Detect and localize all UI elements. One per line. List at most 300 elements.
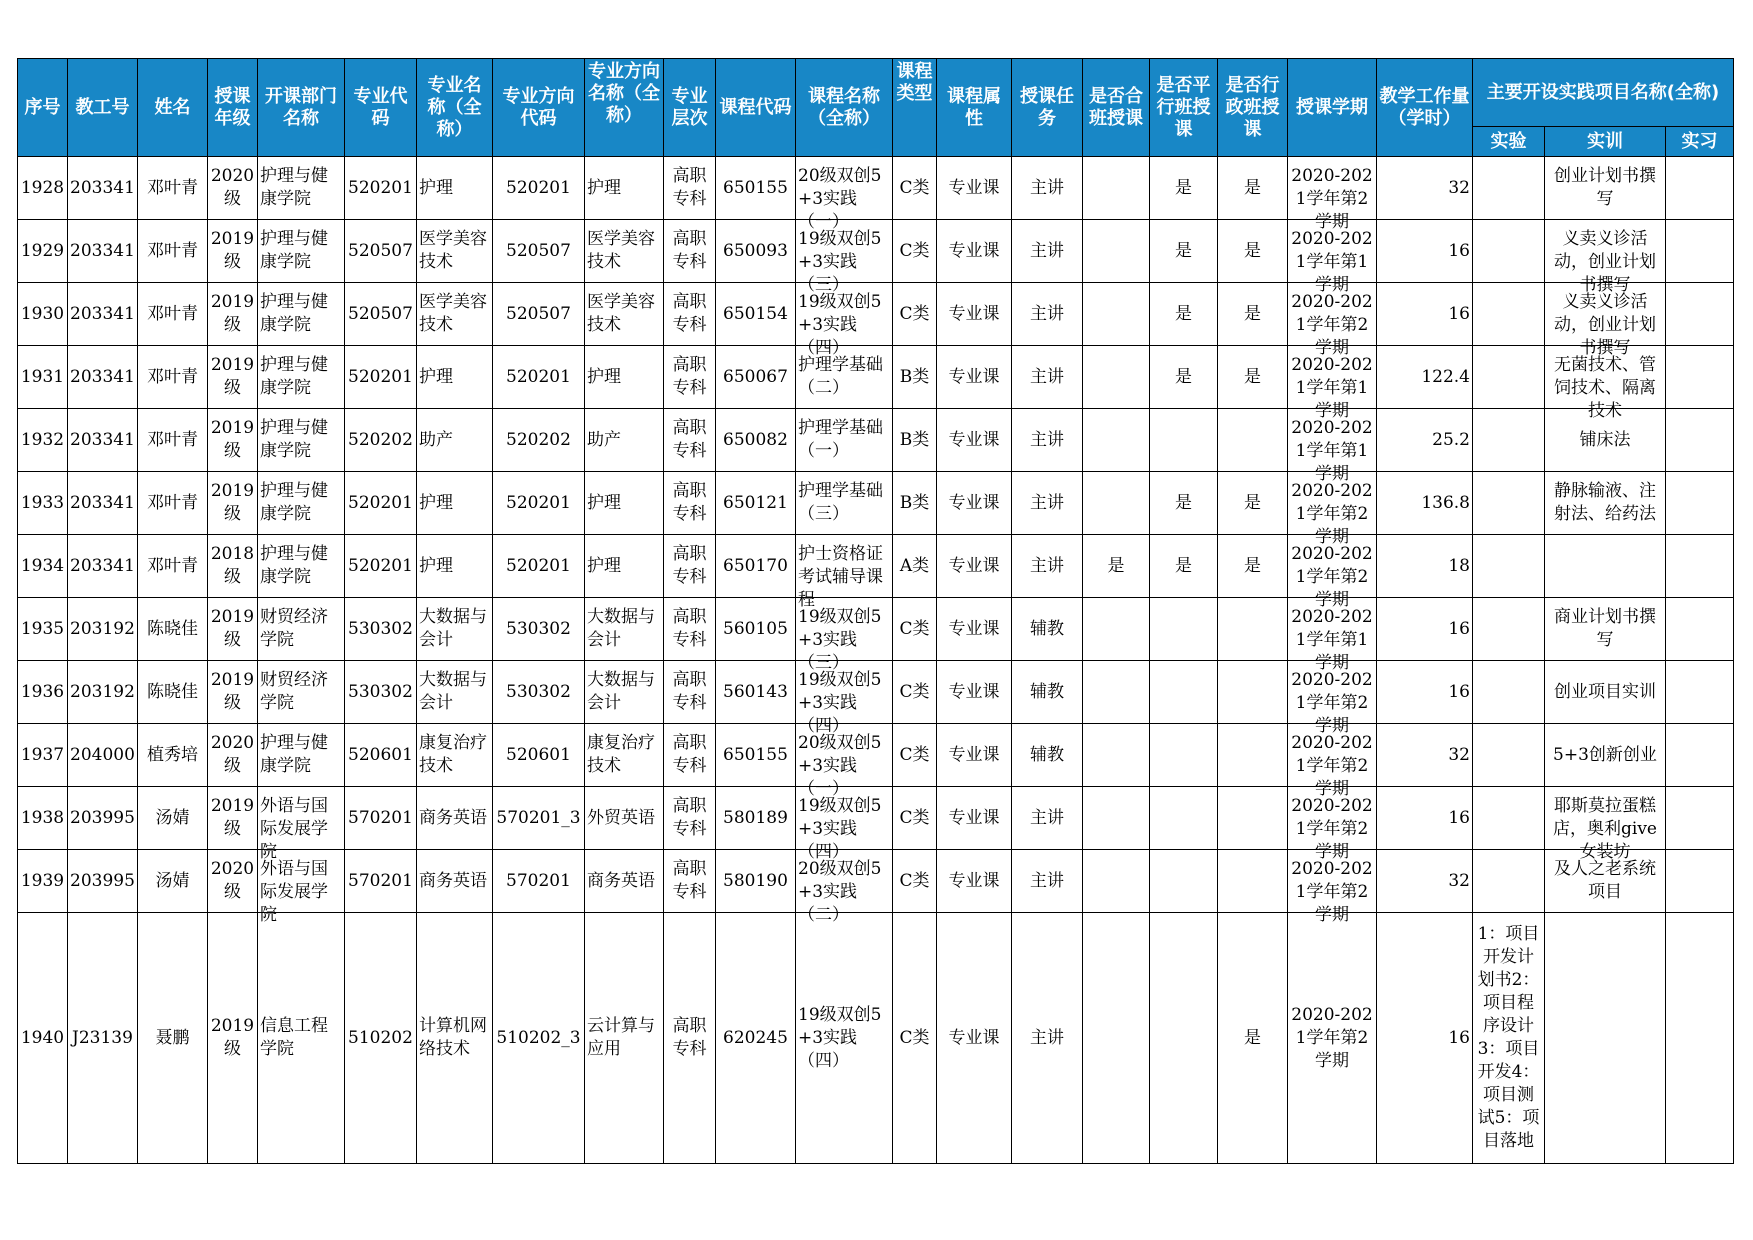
cell-direction-code-text: 520507 xyxy=(506,303,571,324)
cell-task-text: 主讲 xyxy=(1030,303,1064,324)
cell-training xyxy=(1545,535,1666,598)
cell-course-type xyxy=(893,913,937,1164)
cell-admin-class-text: 是 xyxy=(1244,240,1261,261)
cell-dept xyxy=(258,787,345,862)
cell-grade xyxy=(208,850,258,913)
cell-level xyxy=(664,787,716,850)
cell-course-code xyxy=(716,535,796,598)
cell-dept-text: 财贸经济学院 xyxy=(260,670,328,713)
header-direction-code: 专业方向代码 xyxy=(493,59,585,157)
cell-task xyxy=(1012,220,1083,283)
cell-name xyxy=(138,661,208,724)
cell-level-text: 高职专科 xyxy=(672,1016,707,1059)
cell-workload xyxy=(1377,787,1473,850)
cell-direction-name xyxy=(585,535,664,598)
cell-name xyxy=(138,724,208,787)
cell-parallel-class xyxy=(1150,850,1218,913)
cell-semester-text: 2020-2021学年第2学期 xyxy=(1291,481,1373,547)
cell-parallel-class-text: 是 xyxy=(1175,492,1192,513)
cell-major-name-text: 助产 xyxy=(419,429,453,450)
cell-level xyxy=(664,472,716,535)
cell-task-text: 主讲 xyxy=(1030,870,1064,891)
cell-workload xyxy=(1377,409,1473,472)
cell-experiment xyxy=(1473,850,1545,913)
cell-course-attr xyxy=(937,409,1012,472)
cell-major-name-text: 商务英语 xyxy=(419,807,487,828)
cell-major-name xyxy=(417,598,493,661)
cell-experiment xyxy=(1473,283,1545,346)
cell-course-code-text: 650170 xyxy=(723,555,788,576)
cell-workload-text: 16 xyxy=(1448,807,1470,828)
cell-level xyxy=(664,850,716,913)
cell-dept xyxy=(258,661,345,724)
cell-course-code-text: 560105 xyxy=(723,618,788,639)
table-body xyxy=(18,157,1734,1164)
cell-direction-name xyxy=(585,598,664,661)
cell-level xyxy=(664,535,716,598)
cell-course-type-text: C类 xyxy=(899,303,930,324)
cell-seq xyxy=(18,220,68,283)
cell-experiment xyxy=(1473,472,1545,535)
cell-semester-text: 2020-2021学年第1学期 xyxy=(1291,229,1373,295)
cell-course-attr xyxy=(937,787,1012,850)
cell-parallel-class xyxy=(1150,346,1218,409)
cell-major-code xyxy=(345,913,417,1164)
cell-dept-text: 护理与健康学院 xyxy=(260,166,328,209)
cell-merged-class xyxy=(1083,724,1150,787)
cell-course-code-text: 580189 xyxy=(723,807,788,828)
cell-staff-id xyxy=(68,220,138,283)
cell-level xyxy=(664,724,716,787)
cell-direction-name-text: 商务英语 xyxy=(587,870,655,891)
cell-workload xyxy=(1377,661,1473,724)
cell-training xyxy=(1545,598,1666,661)
cell-workload xyxy=(1377,283,1473,346)
cell-major-name xyxy=(417,472,493,535)
cell-level xyxy=(664,346,716,409)
cell-training xyxy=(1545,283,1666,358)
cell-seq xyxy=(18,661,68,724)
cell-major-name xyxy=(417,535,493,598)
cell-merged-class xyxy=(1083,283,1150,346)
cell-semester-text: 2020-2021学年第1学期 xyxy=(1291,607,1373,673)
cell-seq-text: 1933 xyxy=(20,492,65,513)
table-row xyxy=(18,283,1734,346)
cell-semester xyxy=(1288,157,1377,232)
cell-course-type-text: A类 xyxy=(899,555,930,576)
cell-level-text: 高职专科 xyxy=(672,292,707,335)
cell-course-code xyxy=(716,787,796,850)
cell-workload xyxy=(1377,598,1473,661)
cell-course-code-text: 650155 xyxy=(723,744,788,765)
cell-workload-text: 16 xyxy=(1448,618,1470,639)
cell-course-code xyxy=(716,409,796,472)
teaching-workload-table xyxy=(17,58,1734,1164)
cell-dept-text: 信息工程学院 xyxy=(260,1016,328,1059)
header-major-name: 专业名称（全称） xyxy=(417,59,493,157)
cell-staff-id-text: 203341 xyxy=(70,555,135,576)
cell-course-code xyxy=(716,598,796,661)
cell-workload xyxy=(1377,724,1473,787)
cell-name xyxy=(138,346,208,409)
cell-course-name-text: 20级双创5+3实践（一） xyxy=(798,733,882,799)
cell-task xyxy=(1012,724,1083,787)
cell-dept xyxy=(258,598,345,661)
cell-major-code xyxy=(345,535,417,598)
cell-direction-code xyxy=(493,535,585,598)
cell-course-type-text: B类 xyxy=(899,429,930,450)
cell-name-text: 邓叶青 xyxy=(147,555,198,576)
cell-semester-text: 2020-2021学年第1学期 xyxy=(1291,418,1373,484)
cell-level xyxy=(664,409,716,472)
cell-course-name-text: 护士资格证考试辅导课程 xyxy=(798,544,883,610)
cell-direction-code xyxy=(493,220,585,283)
cell-task-text: 主讲 xyxy=(1030,492,1064,513)
cell-task-text: 主讲 xyxy=(1030,177,1064,198)
cell-task xyxy=(1012,661,1083,724)
cell-course-code-text: 650093 xyxy=(723,240,788,261)
cell-staff-id xyxy=(68,724,138,787)
cell-major-code-text: 570201 xyxy=(348,870,413,891)
cell-dept-text: 护理与健康学院 xyxy=(260,733,328,776)
cell-task-text: 主讲 xyxy=(1030,555,1064,576)
cell-parallel-class xyxy=(1150,724,1218,787)
cell-workload-text: 16 xyxy=(1448,681,1470,702)
cell-direction-code xyxy=(493,724,585,787)
table-row xyxy=(18,787,1734,850)
cell-admin-class-text: 是 xyxy=(1244,366,1261,387)
cell-name-text: 邓叶青 xyxy=(147,303,198,324)
cell-course-name xyxy=(796,220,893,295)
cell-parallel-class xyxy=(1150,409,1218,472)
cell-dept-text: 护理与健康学院 xyxy=(260,229,328,272)
cell-workload xyxy=(1377,472,1473,535)
cell-training xyxy=(1545,913,1666,1164)
header-staff-id: 教工号 xyxy=(68,59,138,157)
cell-name xyxy=(138,913,208,1164)
cell-merged-class xyxy=(1083,535,1150,598)
cell-course-code xyxy=(716,850,796,913)
cell-name xyxy=(138,850,208,913)
cell-level-text: 高职专科 xyxy=(672,733,707,776)
cell-major-name xyxy=(417,787,493,850)
cell-direction-code-text: 570201 xyxy=(506,870,571,891)
cell-staff-id-text: 203341 xyxy=(70,366,135,387)
cell-major-name xyxy=(417,220,493,283)
cell-staff-id xyxy=(68,535,138,598)
cell-level-text: 高职专科 xyxy=(672,670,707,713)
table-row xyxy=(18,535,1734,598)
cell-course-name-text: 19级双创5+3实践（三） xyxy=(798,607,882,673)
cell-semester xyxy=(1288,787,1377,862)
cell-major-code xyxy=(345,346,417,409)
cell-parallel-class-text: 是 xyxy=(1175,555,1192,576)
cell-level-text: 高职专科 xyxy=(672,166,707,209)
cell-experiment xyxy=(1473,157,1545,220)
cell-name xyxy=(138,157,208,220)
cell-merged-class xyxy=(1083,472,1150,535)
cell-dept xyxy=(258,220,345,283)
cell-training xyxy=(1545,346,1666,421)
cell-seq-text: 1934 xyxy=(20,555,65,576)
header-task: 授课任务 xyxy=(1012,59,1083,157)
cell-name-text: 邓叶青 xyxy=(147,240,198,261)
cell-staff-id-text: 203995 xyxy=(70,807,135,828)
cell-course-name xyxy=(796,472,893,535)
cell-direction-name xyxy=(585,157,664,220)
cell-course-code-text: 620245 xyxy=(723,1027,788,1048)
cell-staff-id-text: J23139 xyxy=(72,1027,133,1048)
cell-parallel-class xyxy=(1150,472,1218,535)
cell-course-attr-text: 专业课 xyxy=(948,807,1000,828)
header-dept: 开课部门名称 xyxy=(258,59,345,157)
cell-direction-name xyxy=(585,472,664,535)
cell-dept-text: 护理与健康学院 xyxy=(260,355,328,398)
cell-workload-text: 16 xyxy=(1448,240,1470,261)
cell-dept xyxy=(258,346,345,409)
cell-dept-text: 护理与健康学院 xyxy=(260,292,328,335)
cell-semester-text: 2020-2021学年第2学期 xyxy=(1291,733,1373,799)
cell-course-name-text: 19级双创5+3实践（四） xyxy=(798,1004,882,1071)
cell-direction-name-text: 外贸英语 xyxy=(587,807,655,828)
cell-admin-class xyxy=(1218,283,1288,346)
cell-admin-class xyxy=(1218,220,1288,283)
cell-dept xyxy=(258,913,345,1164)
cell-direction-name-text: 助产 xyxy=(587,429,621,450)
cell-major-name xyxy=(417,346,493,409)
cell-course-code xyxy=(716,283,796,346)
cell-major-name-text: 计算机网络技术 xyxy=(419,1016,487,1059)
cell-course-attr-text: 专业课 xyxy=(948,618,1000,639)
cell-grade-text: 2019级 xyxy=(210,670,255,713)
cell-direction-code-text: 530302 xyxy=(506,681,571,702)
cell-semester xyxy=(1288,220,1377,295)
cell-semester-text: 2020-2021学年第2学期 xyxy=(1291,544,1373,610)
cell-major-code xyxy=(345,661,417,724)
cell-parallel-class xyxy=(1150,157,1218,220)
cell-major-code xyxy=(345,724,417,787)
cell-dept xyxy=(258,409,345,472)
cell-training xyxy=(1545,220,1666,295)
cell-major-code xyxy=(345,850,417,913)
cell-experiment xyxy=(1473,220,1545,283)
cell-major-name-text: 医学美容技术 xyxy=(419,292,487,335)
cell-course-code xyxy=(716,724,796,787)
cell-workload-text: 32 xyxy=(1448,744,1470,765)
cell-level xyxy=(664,913,716,1164)
cell-major-code-text: 520201 xyxy=(348,366,413,387)
cell-semester xyxy=(1288,346,1377,421)
cell-merged-class xyxy=(1083,598,1150,661)
cell-direction-name-text: 护理 xyxy=(587,492,621,513)
cell-dept xyxy=(258,535,345,598)
cell-seq xyxy=(18,157,68,220)
cell-parallel-class xyxy=(1150,283,1218,346)
cell-course-type-text: C类 xyxy=(899,177,930,198)
cell-name xyxy=(138,409,208,472)
cell-seq xyxy=(18,535,68,598)
cell-name xyxy=(138,283,208,346)
cell-major-code xyxy=(345,409,417,472)
cell-course-type-text: C类 xyxy=(899,1027,930,1048)
cell-course-code-text: 650067 xyxy=(723,366,788,387)
cell-training xyxy=(1545,787,1666,862)
cell-level-text: 高职专科 xyxy=(672,229,707,272)
cell-grade xyxy=(208,472,258,535)
cell-course-code-text: 650082 xyxy=(723,429,788,450)
cell-dept-text: 外语与国际发展学院 xyxy=(260,859,328,925)
cell-experiment xyxy=(1473,661,1545,724)
cell-direction-name-text: 医学美容技术 xyxy=(587,292,655,335)
cell-major-code xyxy=(345,220,417,283)
cell-parallel-class xyxy=(1150,913,1218,1164)
cell-seq-text: 1929 xyxy=(20,240,65,261)
cell-course-name xyxy=(796,535,893,610)
cell-course-name xyxy=(796,157,893,232)
cell-seq-text: 1939 xyxy=(20,870,65,891)
cell-seq xyxy=(18,787,68,850)
cell-dept-text: 护理与健康学院 xyxy=(260,544,328,587)
cell-course-name-text: 19级双创5+3实践（四） xyxy=(798,292,882,358)
cell-workload-text: 122.4 xyxy=(1421,366,1470,387)
cell-course-type xyxy=(893,220,937,283)
cell-course-type-text: C类 xyxy=(899,240,930,261)
cell-course-code-text: 650121 xyxy=(723,492,788,513)
cell-course-attr xyxy=(937,598,1012,661)
cell-task xyxy=(1012,598,1083,661)
cell-internship xyxy=(1666,220,1734,283)
cell-seq xyxy=(18,472,68,535)
cell-training-text: 耶斯莫拉蛋糕店，奥利give女装坊 xyxy=(1553,796,1657,862)
cell-major-name-text: 康复治疗技术 xyxy=(419,733,487,776)
cell-course-type xyxy=(893,598,937,661)
header-direction-name-text: 专业方向名称（全称） xyxy=(588,61,660,126)
cell-course-attr xyxy=(937,220,1012,283)
cell-major-code-text: 530302 xyxy=(348,681,413,702)
cell-course-attr xyxy=(937,850,1012,913)
header-grade: 授课年级 xyxy=(208,59,258,157)
cell-name xyxy=(138,535,208,598)
cell-major-code-text: 520201 xyxy=(348,555,413,576)
cell-merged-class xyxy=(1083,661,1150,724)
cell-task-text: 主讲 xyxy=(1030,1027,1064,1048)
cell-course-attr-text: 专业课 xyxy=(948,303,1000,324)
cell-admin-class xyxy=(1218,598,1288,661)
cell-course-type-text: C类 xyxy=(899,618,930,639)
cell-seq-text: 1928 xyxy=(20,177,65,198)
cell-internship xyxy=(1666,661,1734,724)
cell-level-text: 高职专科 xyxy=(672,481,707,524)
cell-seq-text: 1932 xyxy=(20,429,65,450)
cell-seq xyxy=(18,913,68,1164)
cell-task-text: 辅教 xyxy=(1030,681,1064,702)
cell-major-code-text: 570201 xyxy=(348,807,413,828)
cell-course-name xyxy=(796,598,893,673)
cell-merged-class xyxy=(1083,850,1150,913)
cell-experiment xyxy=(1473,535,1545,598)
cell-merged-class xyxy=(1083,787,1150,850)
cell-major-code xyxy=(345,787,417,850)
cell-grade-text: 2019级 xyxy=(210,1016,255,1059)
cell-major-code xyxy=(345,598,417,661)
cell-staff-id-text: 204000 xyxy=(70,744,135,765)
cell-direction-name xyxy=(585,220,664,283)
cell-direction-name xyxy=(585,409,664,472)
cell-admin-class-text: 是 xyxy=(1244,177,1261,198)
cell-course-attr xyxy=(937,913,1012,1164)
cell-training-text: 义卖义诊活动，创业计划书撰写 xyxy=(1554,292,1656,358)
cell-seq-text: 1930 xyxy=(20,303,65,324)
cell-parallel-class-text: 是 xyxy=(1175,366,1192,387)
cell-training-text: 静脉输液、注射法、给药法 xyxy=(1554,481,1656,524)
table-row xyxy=(18,661,1734,724)
cell-task xyxy=(1012,472,1083,535)
cell-training-text: 义卖义诊活动，创业计划书撰写 xyxy=(1554,229,1656,295)
cell-training xyxy=(1545,472,1666,535)
cell-internship xyxy=(1666,346,1734,409)
cell-admin-class xyxy=(1218,787,1288,850)
cell-grade-text: 2020级 xyxy=(210,859,255,902)
cell-staff-id-text: 203341 xyxy=(70,177,135,198)
cell-semester-text: 2020-2021学年第1学期 xyxy=(1291,355,1373,421)
cell-dept xyxy=(258,850,345,925)
cell-course-attr xyxy=(937,724,1012,787)
cell-training xyxy=(1545,661,1666,724)
cell-direction-code xyxy=(493,283,585,346)
header-course-name: 课程名称（全称） xyxy=(796,59,893,157)
cell-grade-text: 2018级 xyxy=(210,544,255,587)
table-row xyxy=(18,157,1734,220)
cell-experiment xyxy=(1473,787,1545,850)
cell-admin-class xyxy=(1218,661,1288,724)
cell-workload-text: 25.2 xyxy=(1432,429,1470,450)
cell-name-text: 陈晓佳 xyxy=(147,618,198,639)
cell-major-name-text: 医学美容技术 xyxy=(419,229,487,272)
cell-level-text: 高职专科 xyxy=(672,418,707,461)
cell-admin-class xyxy=(1218,913,1288,1164)
cell-course-code xyxy=(716,346,796,409)
header-admin-class: 是否行政班授课 xyxy=(1218,59,1288,157)
cell-course-attr-text: 专业课 xyxy=(948,177,1000,198)
cell-direction-code-text: 520507 xyxy=(506,240,571,261)
cell-admin-class xyxy=(1218,850,1288,913)
cell-direction-name xyxy=(585,787,664,850)
cell-direction-code xyxy=(493,157,585,220)
cell-internship xyxy=(1666,598,1734,661)
cell-task xyxy=(1012,346,1083,409)
header-name: 姓名 xyxy=(138,59,208,157)
cell-dept xyxy=(258,283,345,346)
cell-seq-text: 1940 xyxy=(20,1027,65,1048)
cell-training xyxy=(1545,157,1666,220)
cell-task xyxy=(1012,850,1083,913)
cell-direction-name xyxy=(585,724,664,787)
cell-task xyxy=(1012,157,1083,220)
cell-staff-id xyxy=(68,913,138,1164)
cell-grade xyxy=(208,787,258,850)
cell-course-attr-text: 专业课 xyxy=(948,492,1000,513)
cell-course-attr-text: 专业课 xyxy=(948,366,1000,387)
cell-staff-id xyxy=(68,409,138,472)
table-row xyxy=(18,220,1734,283)
cell-major-name-text: 护理 xyxy=(419,555,453,576)
cell-seq xyxy=(18,850,68,913)
cell-experiment xyxy=(1473,913,1545,1164)
header-course-attr: 课程属性 xyxy=(937,59,1012,157)
cell-admin-class-text: 是 xyxy=(1244,1027,1261,1048)
cell-major-name-text: 大数据与会计 xyxy=(419,670,487,713)
cell-course-type-text: C类 xyxy=(899,681,930,702)
